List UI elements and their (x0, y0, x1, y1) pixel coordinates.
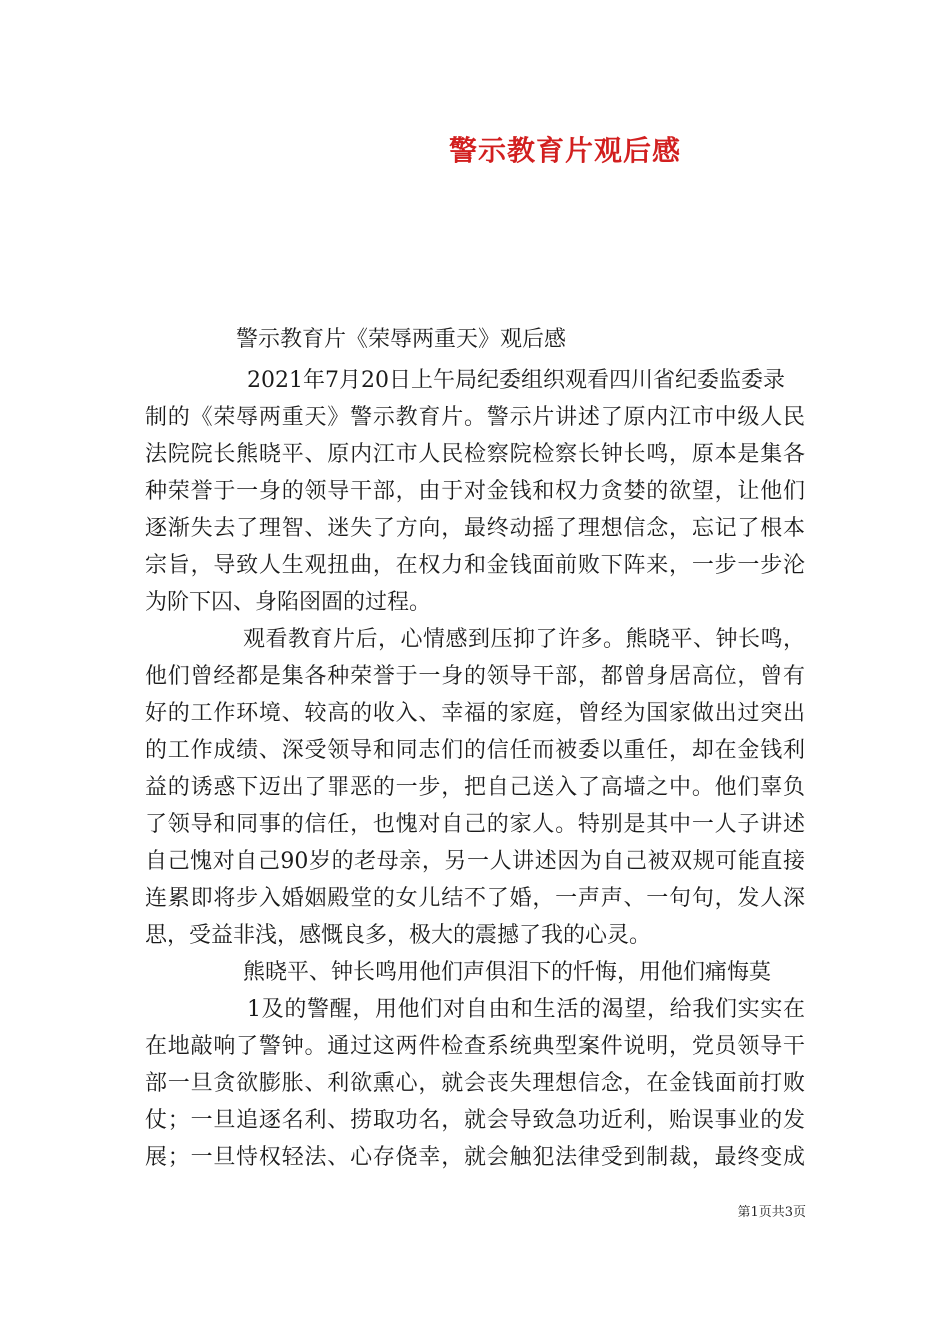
body-line: 的工作成绩、深受领导和同志们的信任而被委以重任，却在金钱利 (145, 738, 805, 763)
body-line: 观看教育片后，心情感到压抑了许多。熊晓平、钟长鸣， (243, 627, 805, 652)
body-line: 思，受益非浅，感慨良多，极大的震撼了我的心灵。 (145, 923, 652, 948)
body-line: 了领导和同事的信任，也愧对自己的家人。特别是其中一人子讲述 (145, 812, 805, 837)
body-line: 制的《荣辱两重天》警示教育片。警示片讲述了原内江市中级人民 (145, 405, 805, 430)
body-line: 好的工作环境、较高的收入、幸福的家庭，曾经为国家做出过突出 (145, 701, 805, 726)
body-line: 展；一旦恃权轻法、心存侥幸，就会触犯法律受到制裁，最终变成 (145, 1145, 805, 1170)
body-line: 种荣誉于一身的领导干部，由于对金钱和权力贪婪的欲望，让他们 (145, 479, 805, 504)
body-line: 在地敲响了警钟。通过这两件检查系统典型案件说明，党员领导干 (145, 1034, 805, 1059)
body-line: 2021年7月20日上午局纪委组织观看四川省纪委监委录 (247, 368, 785, 393)
body-line: 他们曾经都是集各种荣誉于一身的领导干部，都曾身居高位，曾有 (145, 664, 805, 689)
body-line: 为阶下囚、身陷囹圄的过程。 (145, 590, 432, 615)
body-line: 逐渐失去了理智、迷失了方向，最终动摇了理想信念，忘记了根本 (145, 516, 805, 541)
body-line: 益的诱惑下迈出了罪恶的一步，把自己送入了高墙之中。他们辜负 (145, 775, 805, 800)
body-line: 熊晓平、钟长鸣用他们声俱泪下的忏悔，用他们痛悔莫 (243, 960, 772, 985)
body-line: 仗；一旦追逐名利、捞取功名，就会导致急功近利，贻误事业的发 (145, 1108, 805, 1133)
page-number: 第1页共3页 (737, 1205, 806, 1220)
body-line: 自己愧对自己90岁的老母亲，另一人讲述因为自己被双规可能直接 (145, 849, 805, 874)
article-subtitle: 警示教育片《荣辱两重天》观后感 (236, 327, 567, 352)
body-line: 1及的警醒，用他们对自由和生活的渴望，给我们实实在 (247, 997, 805, 1022)
document-title: 警示教育片观后感 (448, 134, 681, 167)
body-line: 法院院长熊晓平、原内江市人民检察院检察长钟长鸣，原本是集各 (145, 442, 805, 467)
body-line: 部一旦贪欲膨胀、利欲熏心，就会丧失理想信念，在金钱面前打败 (145, 1071, 805, 1096)
body-line: 宗旨，导致人生观扭曲，在权力和金钱面前败下阵来，一步一步沦 (145, 553, 805, 578)
body-line: 连累即将步入婚姻殿堂的女儿结不了婚，一声声、一句句，发人深 (145, 886, 805, 911)
